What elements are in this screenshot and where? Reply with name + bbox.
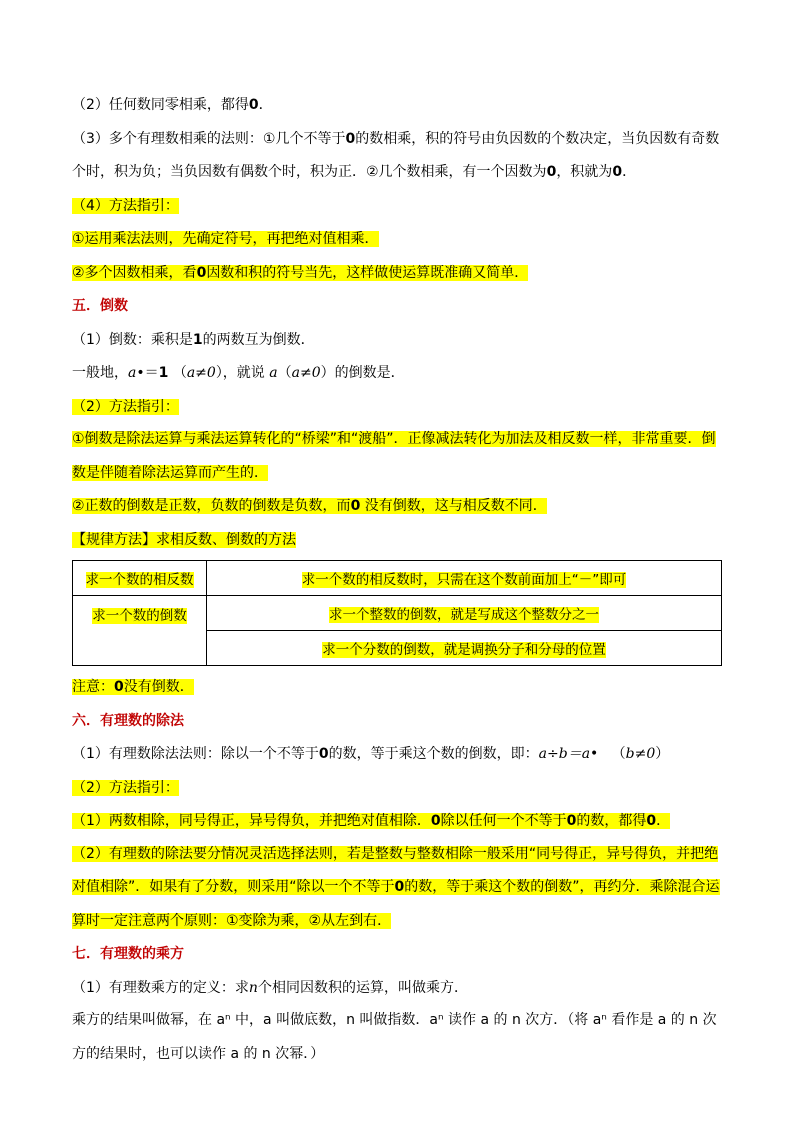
text-line: （1）两数相除，同号得正，异号得负，并把绝对值相除．0除以任何一个不等于0的数，都得0． xyxy=(72,813,671,829)
text-line: （3）多个有理数相乘的法则：①几个不等于0的数相乘，积的符号由负因数的个数决定，当负因数有奇数 xyxy=(72,130,720,147)
text-line: （1）倒数：乘积是1的两数互为倒数． xyxy=(72,331,315,348)
section-heading: 六．有理数的除法 xyxy=(72,712,184,729)
text-paragraph: 乘方的结果叫做幂，在 aⁿ 中，a 叫做底数，n 叫做指数．aⁿ 读作 a 的 n 次方．（将 aⁿ 看作是 a 的 n 次方的结果时，也可以读作 a 的 n 次幂．） xyxy=(72,1012,717,1062)
method-heading: （2）方法指引： xyxy=(72,779,179,796)
text-line: （2）任何数同零相乘，都得0． xyxy=(72,97,273,113)
note-line: 注意：0没有倒数． xyxy=(72,679,194,695)
text-paragraph: ①倒数是除法运算与乘法运算转化的“桥梁”和“渡船”．正像减法转化为加法及相反数一样，非常重要．倒数是伴随着除法运算而产生的． xyxy=(72,431,716,481)
text-line: 一般地，a•＝1 （a≠0），就说 a（a≠0）的倒数是． xyxy=(72,365,405,381)
text-line: ②正数的倒数是正数，负数的倒数是负数，而0 没有倒数，这与相反数不同． xyxy=(72,498,547,514)
text-line: 个时，积为负；当负因数有偶数个时，积为正．②几个数相乘，有一个因数为0，积就为0． xyxy=(72,164,637,180)
section-heading: 五．倒数 xyxy=(72,298,128,314)
text-line: ①运用乘法法则，先确定符号，再把绝对值相乘． xyxy=(72,231,379,247)
method-heading: （2）方法指引： xyxy=(72,398,179,415)
text-line: ②多个因数相乘，看0因数和积的符号当先，这样做使运算既准确又简单． xyxy=(72,264,529,281)
table-row xyxy=(73,596,722,631)
text-paragraph: （2）有理数的除法要分情况灵活选择法则，若是整数与整数相除一般采用“同号得正，异号得负，并把绝对值相除”．如果有了分数，则采用“除以一个不等于0的数，等于乘这个数的倒数”，再约分．乘除混合运算时一定注意两个原则：①变除为乘，②从左到右． xyxy=(72,845,720,929)
table-caption: 【规律方法】求相反数、倒数的方法 xyxy=(72,531,296,548)
text-line: （1）有理数乘方的定义：求n个相同因数积的运算，叫做乘方． xyxy=(72,979,468,996)
table-cell: 求一个整数的倒数，就是写成这个整数分之一 xyxy=(207,596,722,631)
section-heading: 七．有理数的乘方 xyxy=(72,946,184,962)
table-cell: 求一个数的相反数 xyxy=(73,561,207,596)
document-page xyxy=(72,96,722,1087)
table-row xyxy=(73,561,722,596)
table-cell: 求一个数的倒数 xyxy=(73,596,207,666)
text-line: （1）有理数除法法则：除以一个不等于0的数，等于乘这个数的倒数，即：a÷b＝a• （b≠0） xyxy=(72,746,670,762)
table-cell: 求一个数的相反数时，只需在这个数前面加上“－”即可 xyxy=(207,561,722,596)
table-cell: 求一个分数的倒数，就是调换分子和分母的位置 xyxy=(207,631,722,666)
method-heading: （4）方法指引： xyxy=(72,197,179,214)
method-table xyxy=(72,560,722,666)
